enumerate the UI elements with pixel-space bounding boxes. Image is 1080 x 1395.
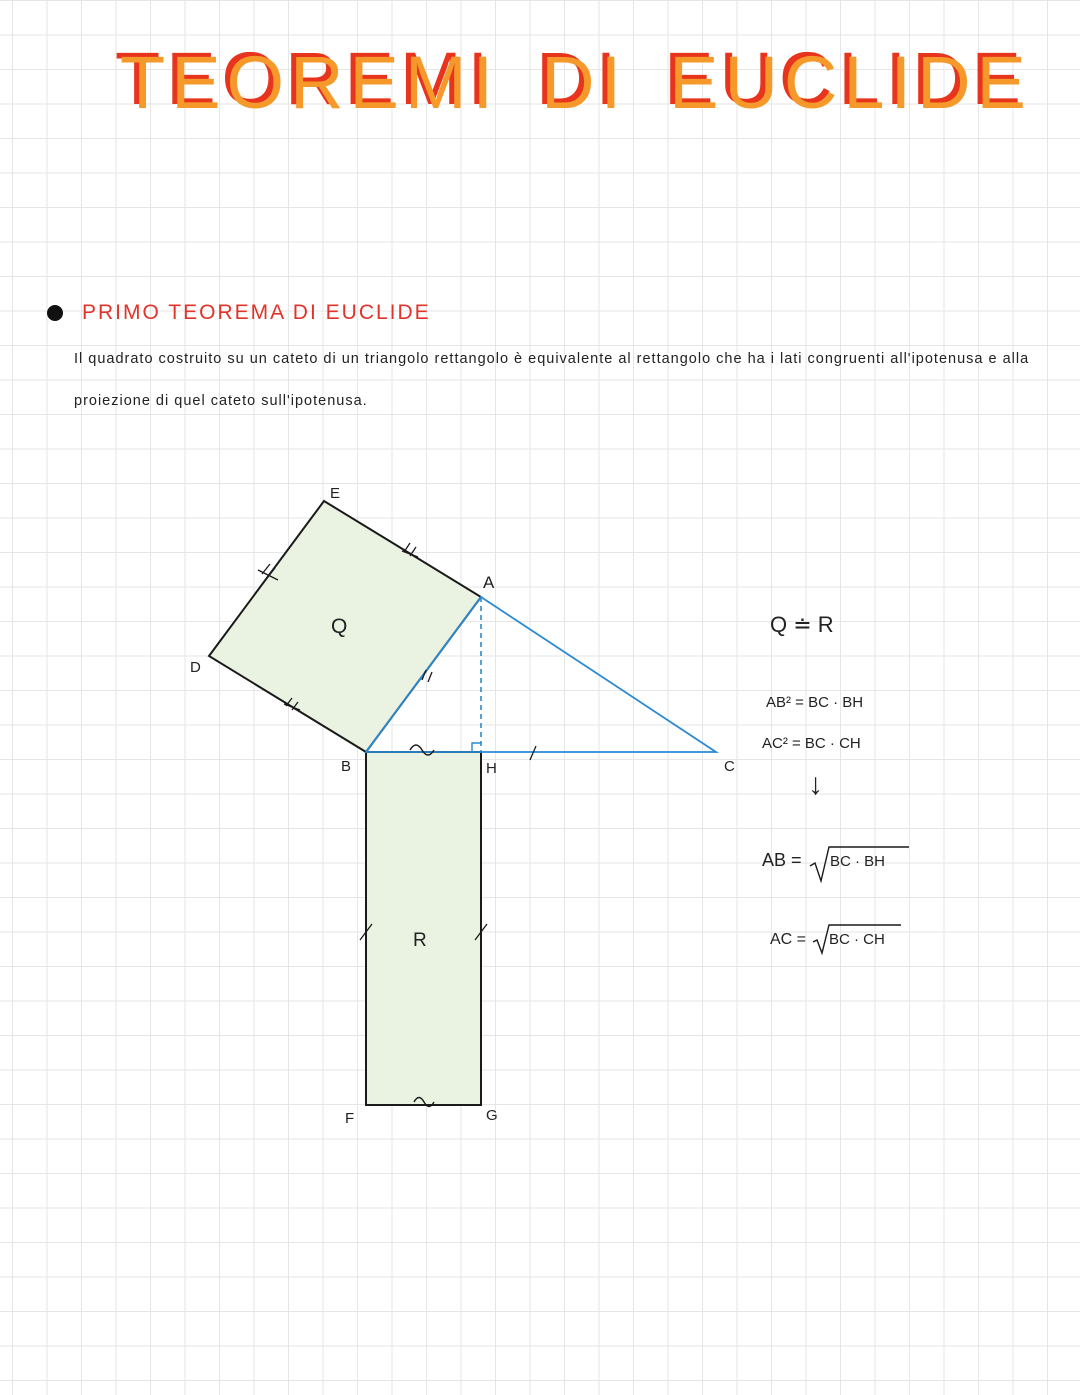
section-title: PRIMO TEOREMA DI EUCLIDE: [82, 301, 431, 324]
down-arrow-icon: ↓: [808, 768, 823, 801]
point-d-label: D: [190, 659, 201, 676]
rectangle-r-label: R: [413, 930, 427, 951]
rectangle-r: [366, 752, 481, 1105]
title-word-teoremi: TEOREMI: [120, 41, 500, 124]
formula-ab-radicand: BC · BH: [830, 853, 886, 870]
formula-ac-radicand: BC · CH: [829, 931, 885, 948]
point-f-label: F: [345, 1110, 355, 1127]
title-word-euclide: EUCLIDE: [669, 41, 1032, 124]
formula-ac-lhs: AC =: [770, 931, 807, 948]
point-g-label: G: [486, 1107, 498, 1124]
point-b-label: B: [341, 758, 352, 775]
theorem-statement: Il quadrato costruito su un cateto di un triangolo rettangolo è equivalente al rettangolo che ha i lati congruenti all'ipotenusa e alla proiezione di quel cateto sull'ipotenusa.: [74, 351, 1030, 409]
equivalence-formula: Q ≐ R: [770, 612, 834, 637]
point-c-label: C: [724, 758, 735, 775]
square-q-label: Q: [331, 615, 348, 638]
point-a-label: A: [483, 573, 495, 592]
formula-ab-lhs: AB =: [762, 850, 802, 870]
formula-ab-squared: AB² = BC · BH: [766, 694, 864, 711]
formula-ac-squared: AC² = BC · CH: [762, 735, 861, 752]
right-angle-mark: [472, 743, 481, 752]
point-h-label: H: [486, 760, 497, 777]
point-e-label: E: [330, 485, 341, 502]
title-word-di: DI: [541, 41, 628, 124]
